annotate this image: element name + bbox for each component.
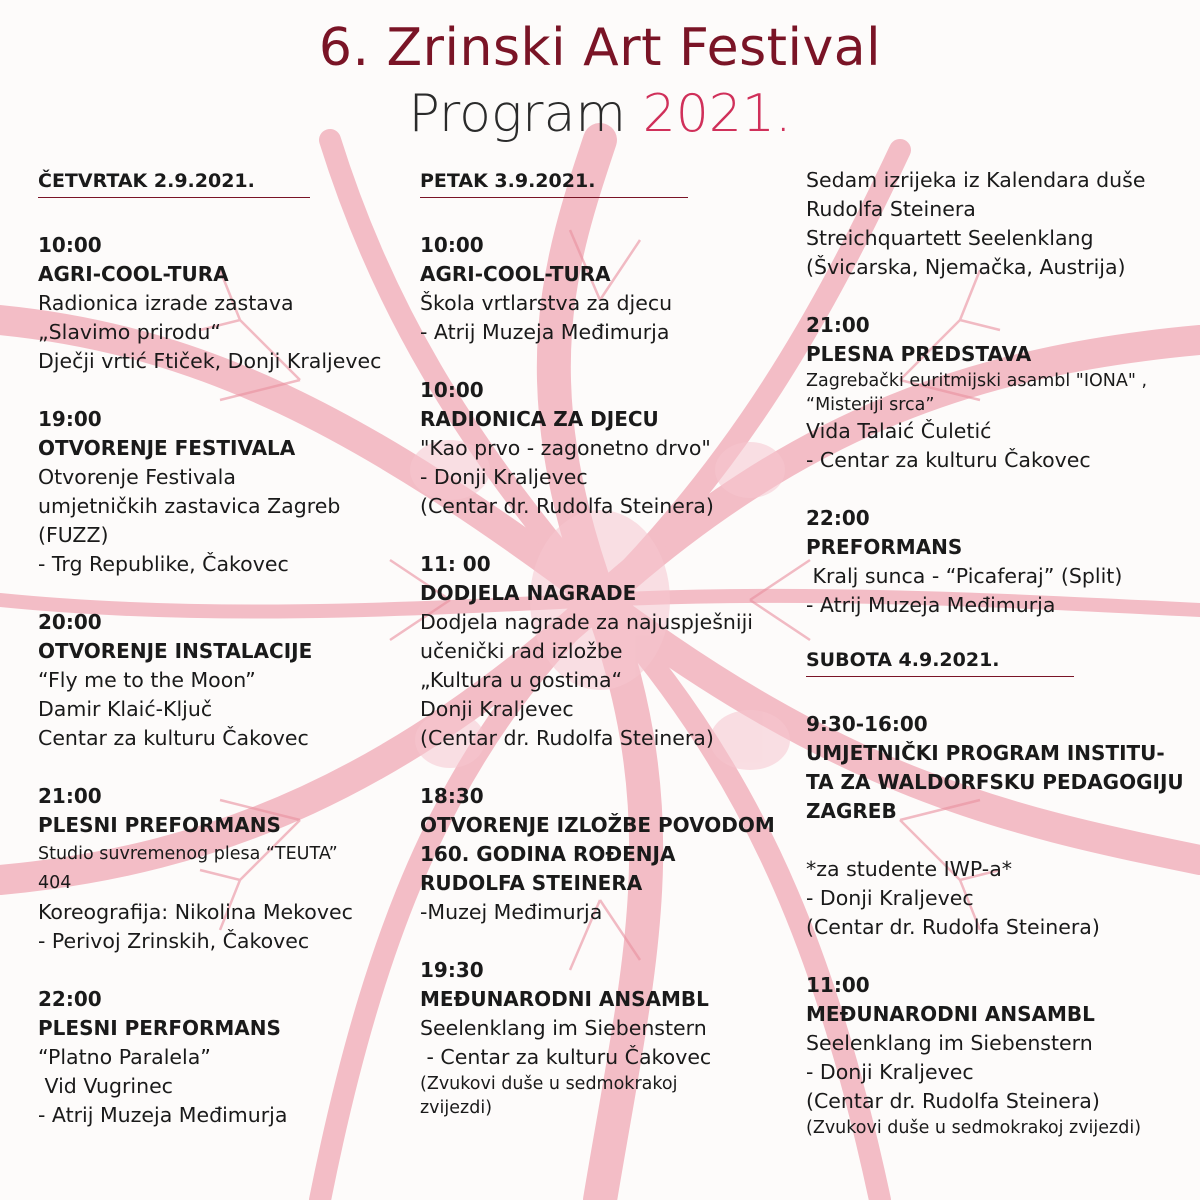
event-detail: - Atrij Muzeja Međimurja [806,593,1056,617]
event-name: OTVORENJE IZLOŽBE POVODOM [420,813,775,837]
event-block [420,550,780,753]
event-detail: (Centar dr. Rudolfa Steinera) [806,1089,1100,1113]
event-detail: - Atrij Muzeja Međimurja [38,1103,288,1127]
event-detail: - Perivoj Zrinskih, Čakovec [38,929,310,953]
event-detail: Kralj sunca - “Picaferaj” (Split) [806,564,1123,588]
event-detail: umjetničkih zastavica Zagreb [38,494,341,518]
event-name: ZAGREB [806,799,897,823]
event-time: 10:00 [38,233,102,257]
event-block [806,311,1186,475]
event-time: 21:00 [38,784,102,808]
event-block [806,504,1186,620]
event-block [806,710,1186,942]
program-word: Program [408,84,627,144]
event-name: PLESNI PREFORMANS [38,813,281,837]
event-time: 19:00 [38,407,102,431]
event-detail: Dodjela nagrade za najuspješniji [420,610,753,634]
event-name: DODJELA NAGRADE [420,581,637,605]
event-time: 11: 00 [420,552,491,576]
event-detail: (FUZZ) [38,523,109,547]
event-block [420,231,780,347]
event-detail: Dječji vrtić Ftiček, Donji Kraljevec [38,349,382,373]
event-name: AGRI-COOL-TURA [420,262,611,286]
event-detail: Koreografija: Nikolina Mekovec [38,900,353,924]
event-detail: (Zvukovi duše u sedmokrakoj [420,1074,678,1094]
event-detail: Zagrebački euritmijski asambl "IONA" , [806,371,1148,391]
event-block [38,782,398,956]
event-detail: Donji Kraljevec [420,697,574,721]
event-detail: (Centar dr. Rudolfa Steinera) [420,494,714,518]
event-detail: učenički rad izložbe [420,639,623,663]
event-name: RUDOLFA STEINERA [420,871,643,895]
event-detail: “Platno Paralela” [38,1045,211,1069]
event-block [420,782,780,927]
event-name: PLESNA PREDSTAVA [806,342,1032,366]
event-detail: Rudolfa Steinera [806,197,976,221]
event-detail: (Švicarska, Njemačka, Austrija) [806,255,1126,279]
program-subtitle [0,84,1200,144]
event-detail: Škola vrtlarstva za djecu [420,291,673,315]
event-detail: - Centar za kulturu Čakovec [806,448,1091,472]
festival-title: 6. Zrinski Art Festival [318,18,882,78]
event-name: MEĐUNARODNI ANSAMBL [420,987,709,1011]
event-detail: -Muzej Međimurja [420,900,603,924]
event-block [38,405,398,579]
program-year: 2021. [642,84,792,144]
event-block [420,376,780,521]
event-name: OTVORENJE FESTIVALA [38,436,296,460]
event-detail: - Donji Kraljevec [420,465,588,489]
schedule-column-thursday [38,168,398,1130]
event-time: 10:00 [420,233,484,257]
event-name: PREFORMANS [806,535,963,559]
event-detail: Radionica izrade zastava [38,291,294,315]
event-block [806,971,1186,1140]
event-name: 160. GODINA ROĐENJA [420,842,676,866]
day-heading: SUBOTA 4.9.2021. [806,647,1074,677]
event-detail: - Trg Republike, Čakovec [38,552,289,576]
event-detail: „Slavimo prirodu“ [38,320,222,344]
event-name: TA ZA WALDORFSKU PEDAGOGIJU [806,770,1184,794]
event-name: OTVORENJE INSTALACIJE [38,639,313,663]
event-block [420,956,780,1120]
event-detail: Seelenklang im Siebenstern [420,1016,707,1040]
event-name: PLESNI PERFORMANS [38,1016,281,1040]
event-detail: Studio suvremenog plesa “TEUTA” [38,844,338,864]
event-time: 22:00 [806,506,870,530]
event-detail: - Donji Kraljevec [806,1060,974,1084]
event-detail: Centar za kulturu Čakovec [38,726,309,750]
event-detail: Damir Klaić-Ključ [38,697,213,721]
event-detail: *za studente IWP-a* [806,857,1013,881]
event-name: MEĐUNARODNI ANSAMBL [806,1002,1095,1026]
event-detail: “Misteriji srca” [806,395,935,415]
day-heading: PETAK 3.9.2021. [420,168,688,198]
event-block [38,608,398,753]
event-detail: - Donji Kraljevec [806,886,974,910]
event-time: 22:00 [38,987,102,1011]
event-detail: - Atrij Muzeja Međimurja [420,320,670,344]
event-name: AGRI-COOL-TURA [38,262,229,286]
event-detail: Seelenklang im Siebenstern [806,1031,1093,1055]
event-detail: „Kultura u gostima“ [420,668,623,692]
event-detail: zvijezdi) [420,1098,493,1118]
event-detail: 404 [38,873,72,893]
event-detail: (Zvukovi duše u sedmokrakoj zvijezdi) [806,1118,1142,1138]
event-time: 9:30-16:00 [806,712,928,736]
event-time: 18:30 [420,784,484,808]
event-time: 19:30 [420,958,484,982]
event-detail: Otvorenje Festivala [38,465,236,489]
event-time: 21:00 [806,313,870,337]
event-detail: Streichquartett Seelenklang [806,226,1094,250]
event-name: UMJETNIČKI PROGRAM INSTITU- [806,741,1165,765]
event-detail: Vida Talaić Čuletić [806,419,992,443]
schedule-column-friday [420,168,780,1120]
event-detail: (Centar dr. Rudolfa Steinera) [420,726,714,750]
event-detail: (Centar dr. Rudolfa Steinera) [806,915,1100,939]
event-detail: "Kao prvo - zagonetno drvo" [420,436,711,460]
event-block [38,231,398,376]
event-time: 11:00 [806,973,870,997]
event-detail: - Centar za kulturu Čakovec [420,1045,712,1069]
event-name: RADIONICA ZA DJECU [420,407,659,431]
event-detail: Vid Vugrinec [38,1074,173,1098]
event-time: 10:00 [420,378,484,402]
event-block [38,985,398,1130]
schedule-column-friday-saturday [806,166,1186,1140]
event-detail: Sedam izrijeka iz Kalendara duše [806,168,1146,192]
event-detail: “Fly me to the Moon” [38,668,256,692]
event-time: 20:00 [38,610,102,634]
day-heading: ČETVRTAK 2.9.2021. [38,168,310,198]
event-continuation [806,166,1186,282]
